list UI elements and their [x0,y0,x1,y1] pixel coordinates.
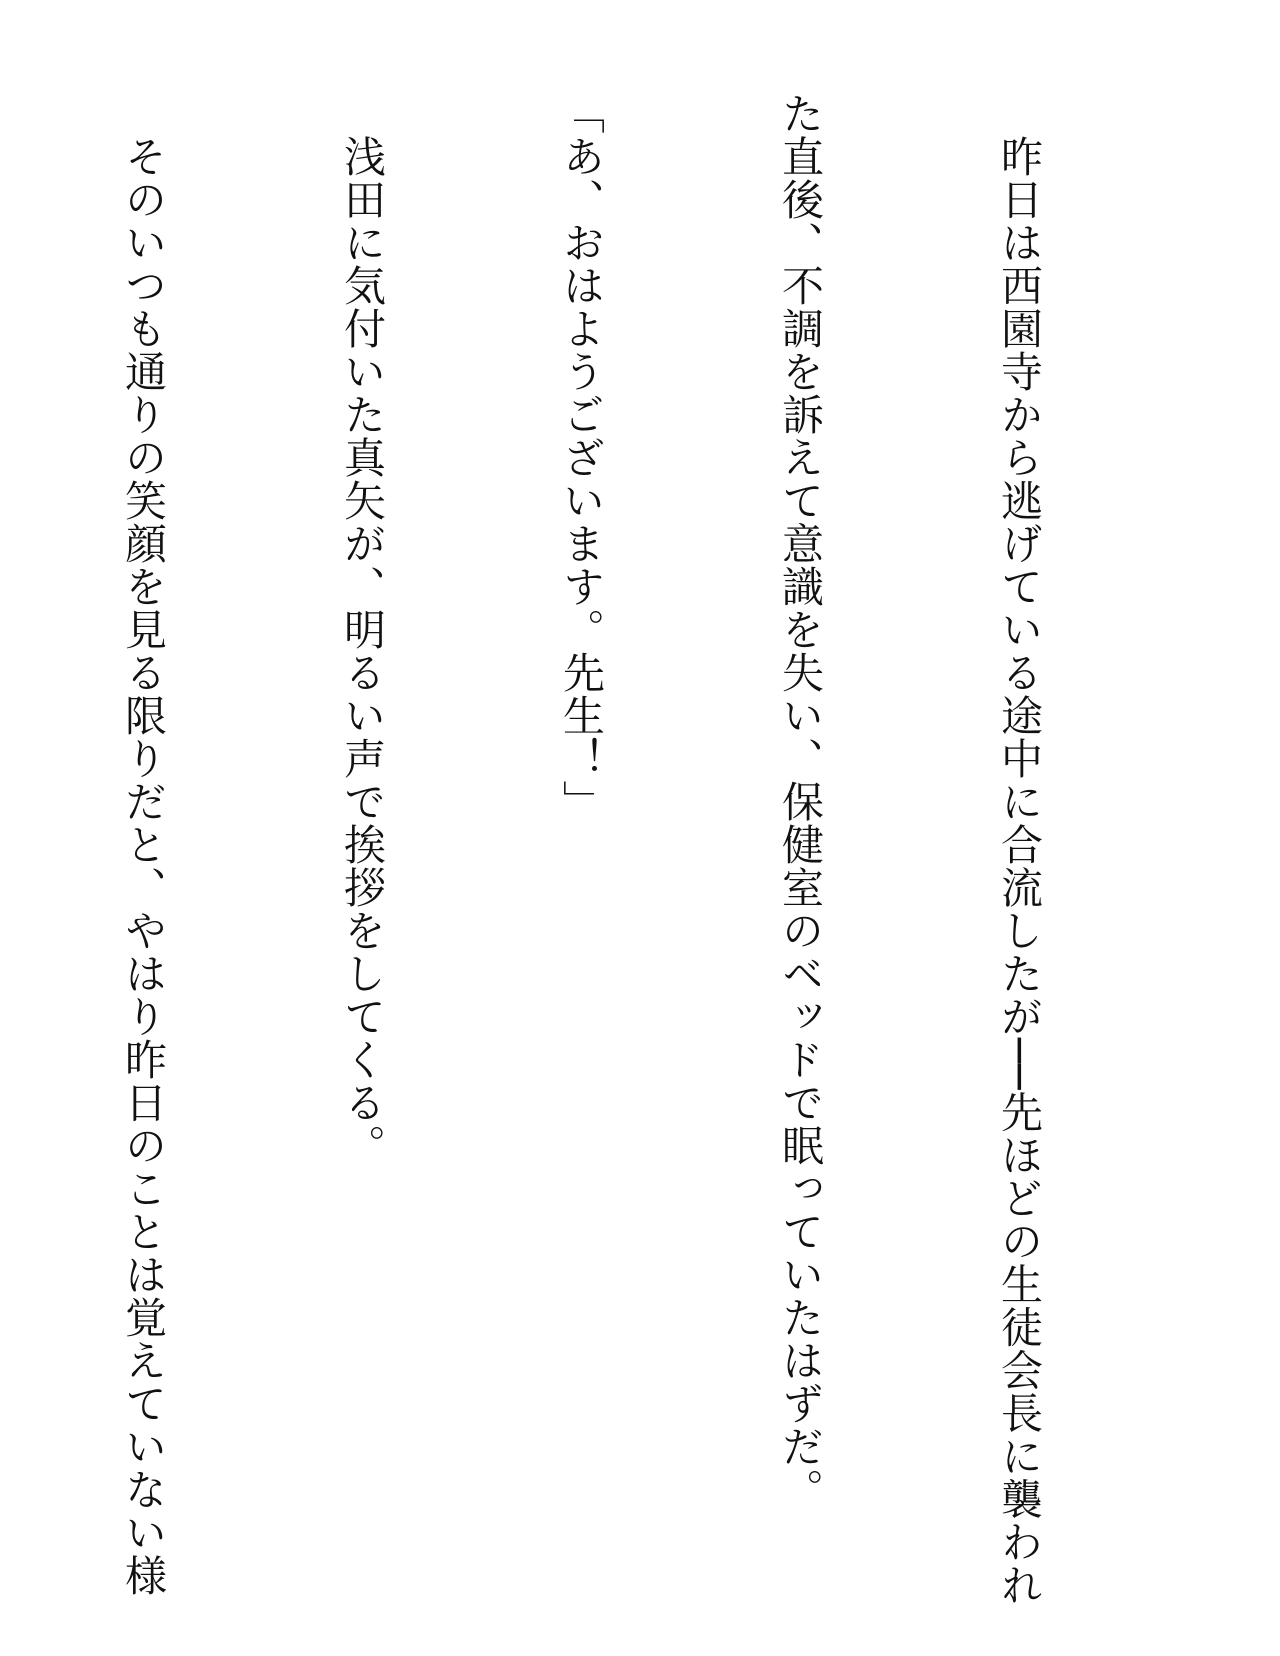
text-line: 浅田に気付いた真矢が、明るい声で挨拶をしてくる。 [338,92,387,1167]
vertical-text-block [0,92,1202,1632]
text-line: た直後、不調を訴えて意識を失い、保健室のベッドで眠っていたはずだ。 [776,92,825,1511]
text-line: 昨日は西園寺から逃げている途中に合流したが──先ほどの生徒会長に襲われ [995,92,1044,1607]
text-line: 「あ、おはようございます。先生！」 [557,92,606,823]
text-line: そのいつも通りの笑顔を見る限りだと、やはり昨日のことは覚えていない様 [119,92,168,1597]
